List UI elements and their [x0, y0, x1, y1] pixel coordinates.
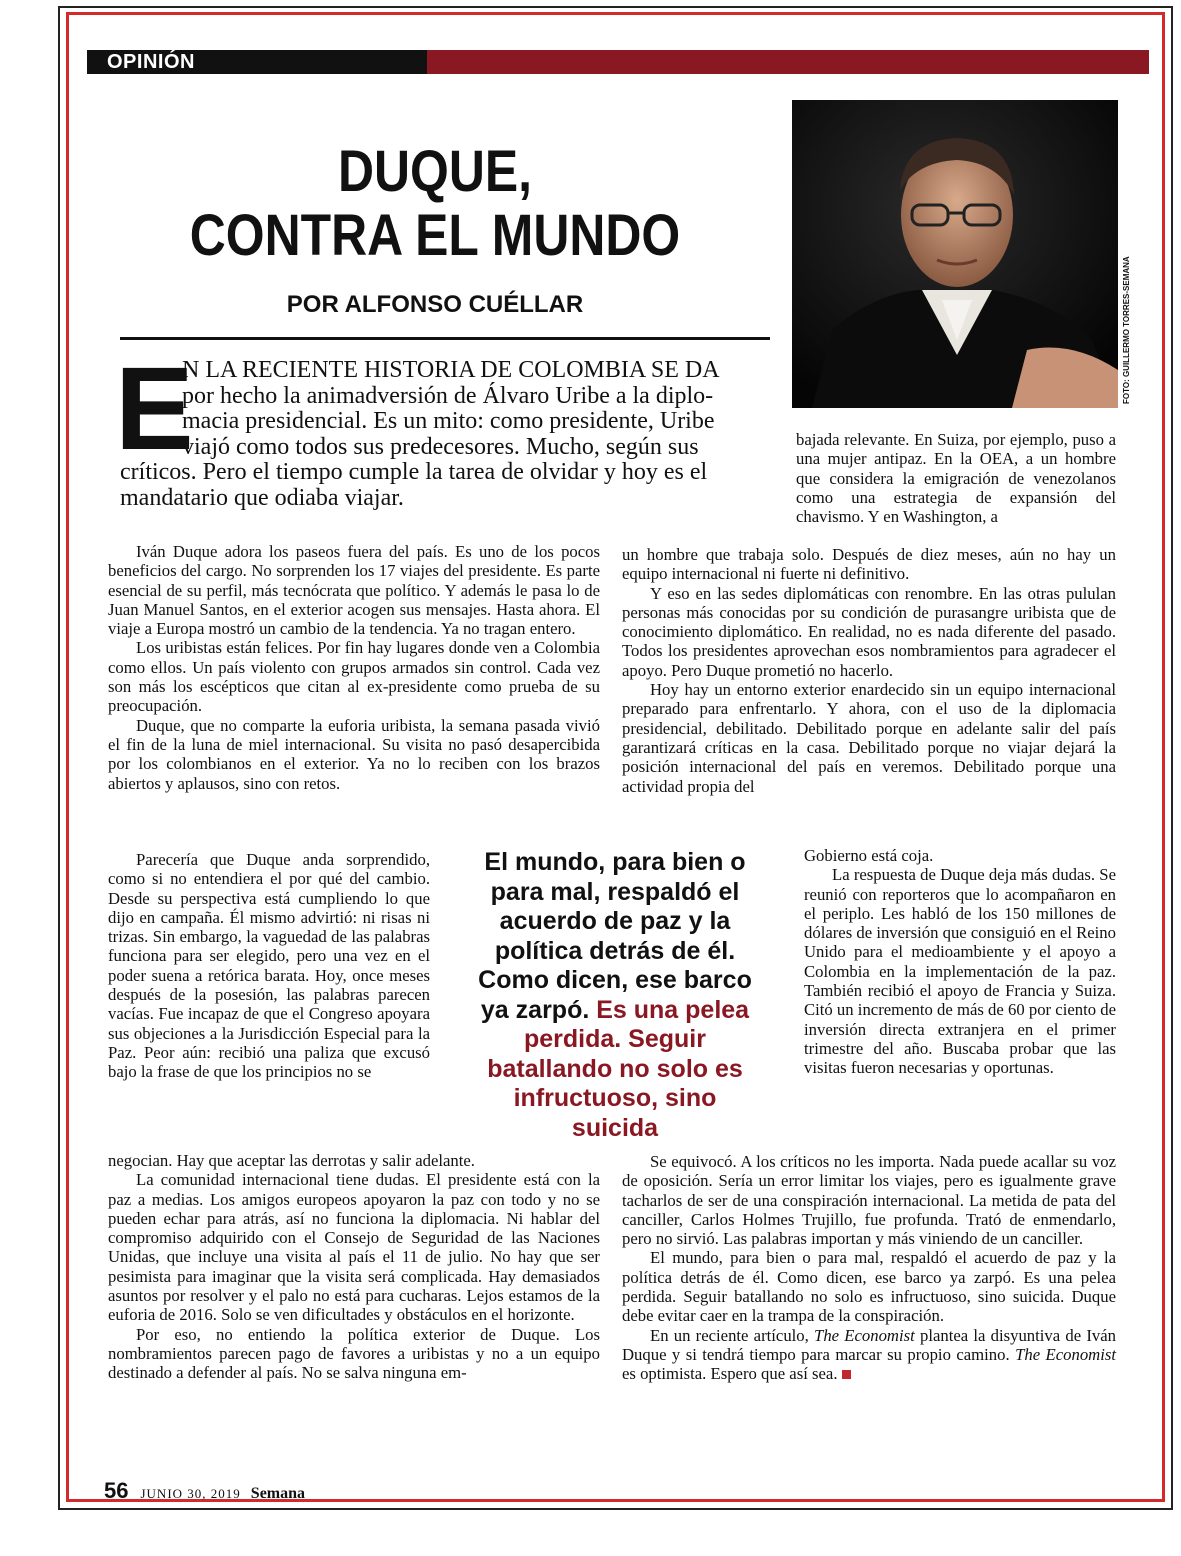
section-bar-accent [427, 50, 1149, 74]
lead-line: N LA RECIENTE HISTORIA DE COLOMBIA SE DA [182, 357, 720, 383]
body-paragraph: Parecería que Duque anda sorprendido, como si no entendiera el por qué del cambio. Desde su perspectiva está cumpliendo lo que dijo en campaña. Él mismo advirtió: ni risas ni trizas. Sin embargo, la vaguedad de las palabras funciona para ser elegido, pero una vez en el poder suena a retórica barata. Hoy, once meses después de la posesión, las palabras parecen vacías. Fue incapaz de que el Congreso apoyara sus objeciones a la Jurisdicción Especial para la Paz. Peor aún: recibió una paliza que excusó bajo la frase de que los principios no se [108, 850, 430, 1082]
closing-text: En un reciente artículo, [650, 1325, 815, 1345]
lead-line: mandatario que odiaba viajar. [120, 484, 404, 511]
drop-cap: E [115, 343, 194, 475]
author-portrait-image [792, 100, 1118, 408]
lead-line: críticos. Pero el tiempo cumple la tarea de olvidar y hoy es el [120, 459, 708, 485]
page-footer [104, 1478, 305, 1504]
pull-quote-black: El mundo, para bien o para mal, respaldó el acuerdo de paz y la política detrás de él. Como dicen, ese barco ya zarpó. [478, 848, 752, 1024]
body-paragraph: Por eso, no entiendo la política exterior de Duque. Los nombramientos parecen pago de favores a uribistas y no a un equipo destinado a defender al país. No se salva ninguna em- [108, 1324, 600, 1383]
right-column-top-narrow [796, 430, 1116, 526]
end-mark-icon [842, 1370, 851, 1379]
section-bar [87, 50, 1149, 74]
lead-paragraph [120, 358, 775, 511]
author-photo [792, 100, 1118, 408]
left-column-top [108, 542, 600, 793]
right-column [622, 545, 1116, 796]
body-paragraph: La comunidad internacional tiene dudas. El presidente está con la paz a medias. Los amigos europeos apoyaron la paz con todo y no se pueden echar para atrás, así no funciona la diplomacia. Ni hablar del compromiso adquirido con el Consejo de Seguridad de las Naciones Unidas, que incluye una visita al país el 11 de julio. No hay que ser pesimista para imaginar que la visita será complicada. Hay demasiados asuntos por resolver y el palo no está para cucharas. Lejos estamos de la euforia de 2016. Solo se ven dificultades y obstáculos en el horizonte. [108, 1170, 600, 1325]
closing-text: es optimista. Espero que así sea. [622, 1364, 838, 1384]
left-column-narrow [108, 850, 430, 1082]
magazine-name: Semana [250, 1485, 306, 1502]
title-rule [120, 337, 770, 340]
body-paragraph: Y eso en las sedes diplomáticas con renombre. En las otras pululan personas más conocidas por su condición de purasangre uribista que de conocimiento diplomático. En realidad, no es nada diferente del pasado. Todos los presidentes aprovechan esos nombramientos para agradecer el apoyo. Pero Duque prometió no hacerlo. [622, 583, 1116, 680]
right-column-narrow [804, 846, 1116, 1078]
pull-quote-red: Es una pelea perdida. Seguir batallando no solo es infructuoso, sino suicida [487, 995, 750, 1142]
body-paragraph: El mundo, para bien o para mal, respaldó el acuerdo de paz y la política detrás de él. Como dicen, ese barco ya zarpó. Es una pelea perdida. Seguir batallando no solo es infructuoso, sino suicida. Duque debe evitar caer en la trampa de la conspiración. [622, 1248, 1116, 1326]
left-column-bottom [108, 1151, 600, 1383]
body-paragraph: Se equivocó. A los críticos no les importa. Nada puede acallar su voz de oposición. Sería un error limitar los viajes, pero es igualmente grave tacharlos de ser de una conspiración internacional. La metida de pata del canciller, Carlos Holmes Trujillo, fue profunda. Trató de enmendarlo, pero no sirvió. Las palabras importan y más viniendo de un canciller. [622, 1152, 1116, 1249]
body-paragraph: Hoy hay un entorno exterior enardecido sin un equipo internacional preparado para enfrentarlo. Y ahora, con el uso de la diplomacia presidencial, debilitado. Debilitado porque en adelante salir del país garantizará críticas en la casa. Debilitado porque no viajar dejará la posición internacional del país en veremos. Debilitado porque una actividad propia del [622, 680, 1116, 796]
body-paragraph: Duque, que no comparte la euforia uribista, la semana pasada vivió el fin de la luna de miel internacional. Su visita no pasó desapercibida por los colombianos en el exterior. Ya no lo reciben con los brazos abiertos y aplausos, sino con retos. [108, 715, 600, 793]
body-paragraph: Los uribistas están felices. Por fin hay lugares donde ven a Colombia como ellos. Un país violento con grupos armados sin control. Cada vez son más los escépticos que citan al ex-presidente como prueba de su preocupación. [108, 638, 600, 716]
publication-name: The Economist [814, 1325, 915, 1345]
title-line-2: CONTRA EL MUNDO [189, 203, 681, 268]
photo-credit: FOTO: GUILLERMO TORRES-SEMANA [1122, 256, 1131, 404]
section-label: OPINIÓN [107, 51, 195, 73]
lead-line: viajó como todos sus predecesores. Mucho, según sus [182, 433, 699, 460]
lead-line: por hecho la animadversión de Álvaro Uribe a la diplo- [182, 382, 714, 409]
closing-paragraph [622, 1326, 1116, 1384]
publication-name: The Economist [1015, 1344, 1116, 1364]
body-paragraph: La respuesta de Duque deja más dudas. Se reunió con reporteros que lo acompañaron en el periplo. Les habló de los 150 millones de dólares de inversión que consiguió en el Reino Unido para el medioambiente y el apoyo a Colombia en la implementación de la paz. También recibió el apoyo de Francia y Suiza. Citó un incremento de más de 60 por ciento de inversión directa extranjera en el primer trimestre del año. Buscaba probar que las visitas fueron necesarias y oportunas. [804, 865, 1116, 1078]
lead-line: macia presidencial. Es un mito: como presidente, Uribe [182, 408, 715, 434]
body-paragraph: bajada relevante. En Suiza, por ejemplo, puso a una mujer antipaz. En la OEA, a un hombre que considera la emigración de venezolanos como una estrategia de expansión del chavismo. Y en Washington, a [796, 430, 1116, 527]
page-number: 56 [104, 1478, 129, 1503]
issue-date: JUNIO 30, 2019 [140, 1486, 241, 1501]
title-line-1: DUQUE, [337, 139, 532, 204]
right-column-bottom [622, 1152, 1116, 1384]
byline: POR ALFONSO CUÉLLAR [286, 291, 584, 318]
pull-quote [470, 848, 760, 1143]
body-paragraph: Gobierno está coja. [804, 846, 934, 865]
closing-text: plantea la disyuntiva de Iván Duque y si tendrá tiempo para marcar su propio camino. [622, 1325, 1116, 1364]
article-title [156, 140, 715, 268]
body-paragraph: un hombre que trabaja solo. Después de diez meses, aún no hay un equipo internacional ni fuerte ni definitivo. [622, 545, 1116, 584]
body-paragraph: Iván Duque adora los paseos fuera del país. Es uno de los pocos beneficios del cargo. No sorprenden los 17 viajes del presidente. Es parte esencial de su perfil, más tecnócrata que político. Y además le pasa lo de Juan Manuel Santos, en el exterior acogen sus mensajes. Hasta ahora. El viaje a Europa mostró un cambio de la tendencia. Ya no tragan entero. [108, 542, 600, 639]
body-paragraph: negocian. Hay que aceptar las derrotas y salir adelante. [108, 1151, 475, 1170]
